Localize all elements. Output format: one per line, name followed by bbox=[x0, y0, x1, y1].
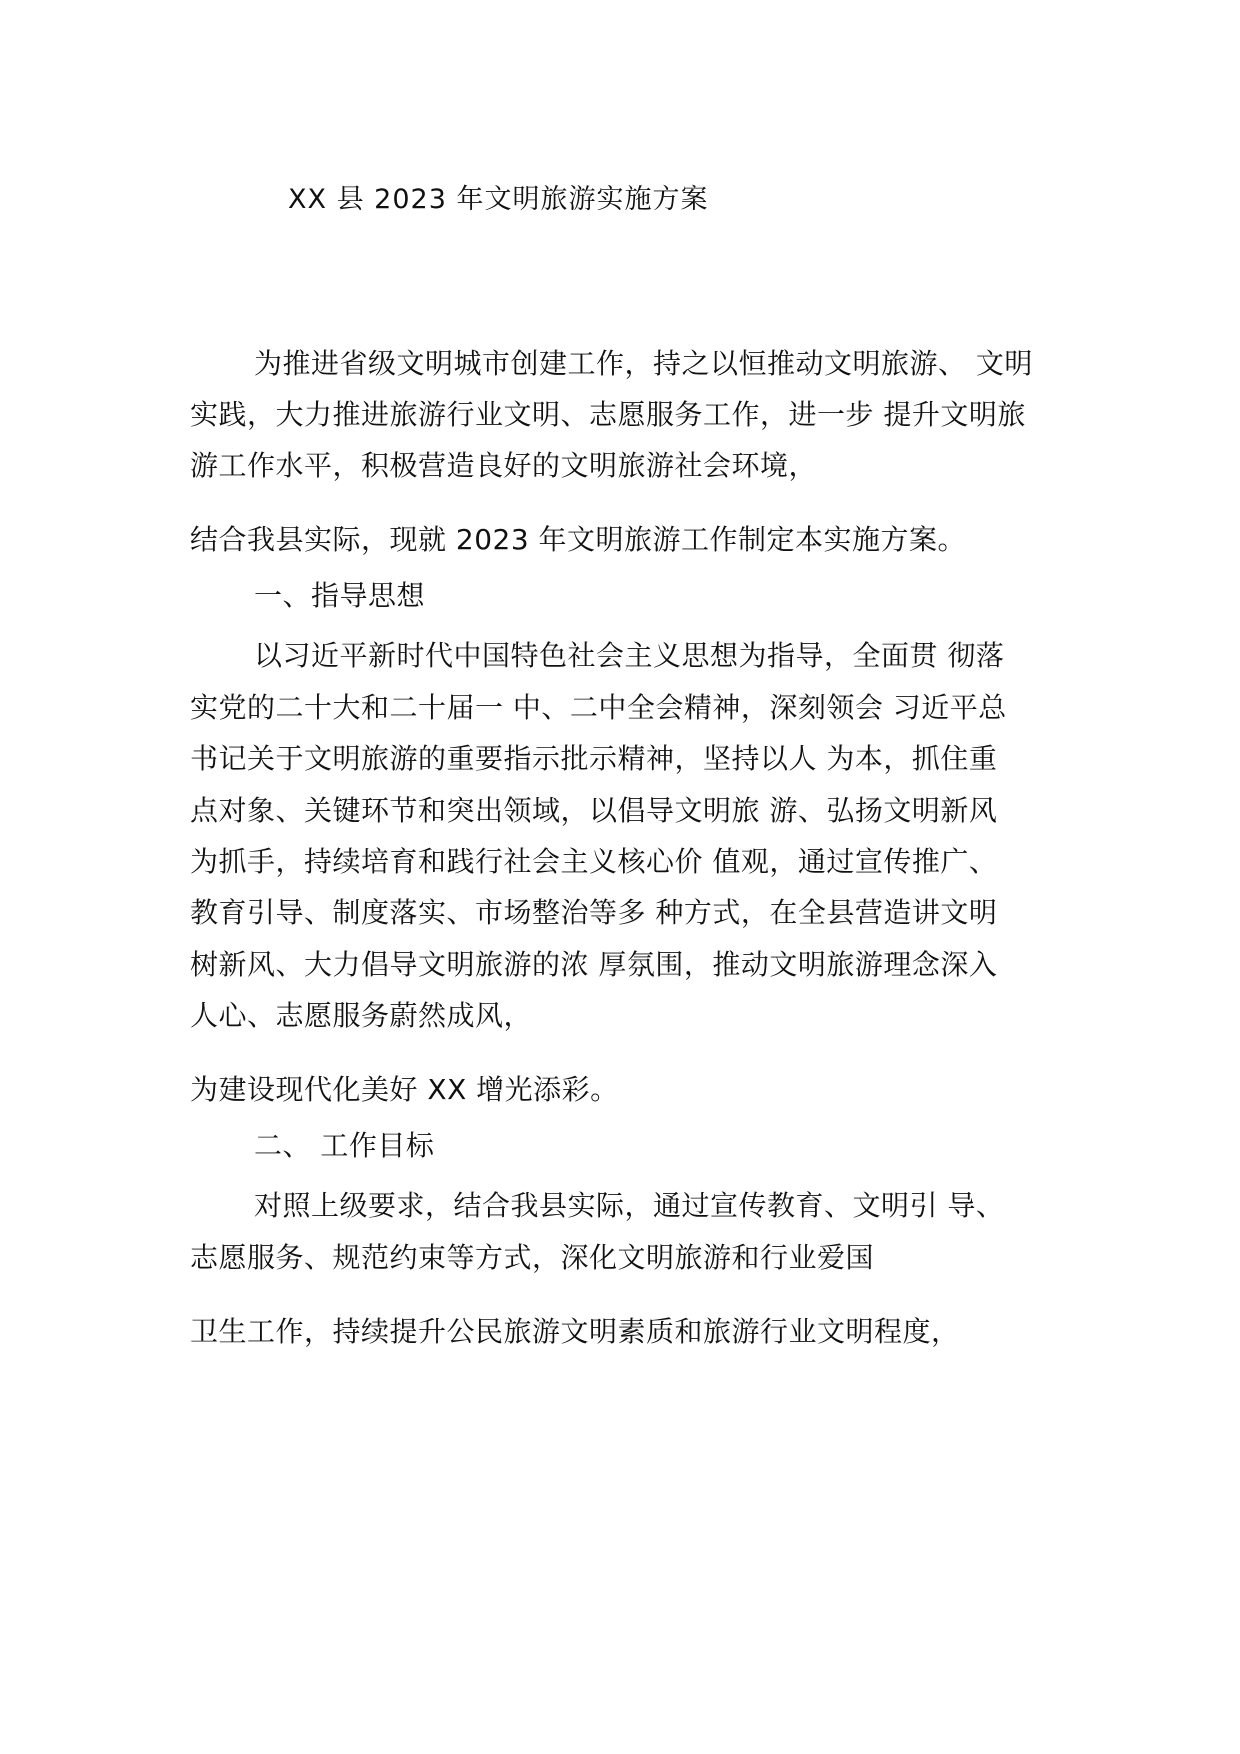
body-line: 为抓手，持续培育和践行社会主义核心价 值观，通过宣传推广、 bbox=[190, 845, 998, 878]
body-line: 树新风、大力倡导文明旅游的浓 厚氛围，推动文明旅游理念深入 bbox=[190, 948, 998, 981]
body-line: 志愿服务、规范约束等方式，深化文明旅游和行业爱国 bbox=[190, 1241, 875, 1274]
body-line: 卫生工作，持续提升公民旅游文明素质和旅游行业文明程度， bbox=[190, 1315, 960, 1348]
body-line: 实践，大力推进旅游行业文明、志愿服务工作，进一步 提升文明旅 bbox=[190, 398, 1026, 431]
section-heading: 一、指导思想 bbox=[254, 579, 426, 612]
body-line: 对照上级要求，结合我县实际，通过宣传教育、文明引 导、 bbox=[254, 1189, 1005, 1222]
section-heading: 二、 工作目标 bbox=[254, 1129, 435, 1162]
body-line: 为建设现代化美好 XX 增光添彩。 bbox=[190, 1073, 619, 1106]
body-line: 实党的二十大和二十届一 中、二中全会精神，深刻领会 习近平总 bbox=[190, 691, 1007, 724]
body-line: 为推进省级文明城市创建工作，持之以恒推动文明旅游、 文明 bbox=[254, 347, 1033, 380]
body-line: 游工作水平，积极营造良好的文明旅游社会环境， bbox=[190, 449, 818, 482]
body-line: 结合我县实际，现就 2023 年文明旅游工作制定本实施方案。 bbox=[190, 523, 967, 556]
body-line: 教育引导、制度落实、市场整治等多 种方式，在全县营造讲文明 bbox=[190, 896, 998, 929]
document-title: XX 县 2023 年文明旅游实施方案 bbox=[288, 184, 709, 215]
body-line: 点对象、关键环节和突出领域，以倡导文明旅 游、弘扬文明新风 bbox=[190, 794, 998, 827]
body-line: 书记关于文明旅游的重要指示批示精神，坚持以人 为本，抓住重 bbox=[190, 742, 998, 775]
body-line: 人心、志愿服务蔚然成风， bbox=[190, 999, 533, 1032]
body-line: 以习近平新时代中国特色社会主义思想为指导，全面贯 彻落 bbox=[254, 639, 1005, 672]
